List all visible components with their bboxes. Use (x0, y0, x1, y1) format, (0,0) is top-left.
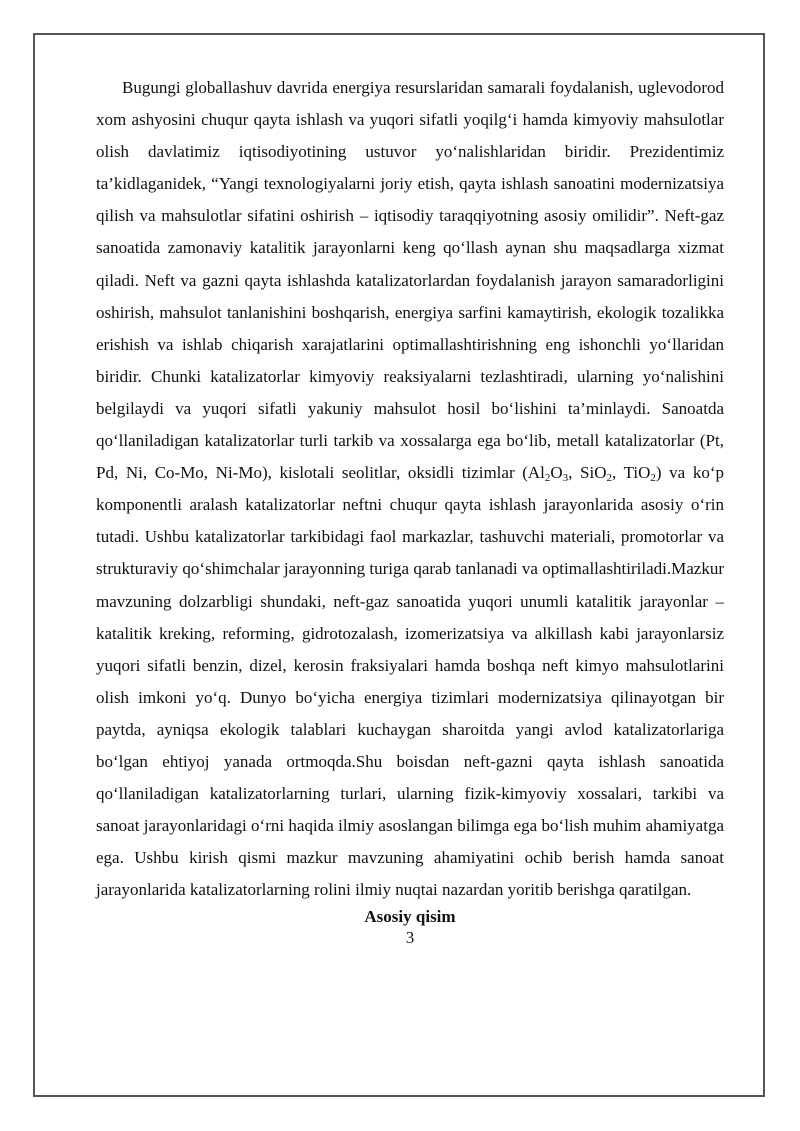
formula-sio2: SiO$_2$ (580, 463, 613, 485)
document-content (96, 72, 724, 948)
formula-al2o3: $Al_2O_3$ (527, 463, 569, 485)
body-paragraph: Bugungi globallashuv davrida energiya resurslaridan samarali foydalanish, uglevodorod xom ashyosini chuqur qayta ishlash va yuqori sifatli yoqilg‘i hamda kimyoviy mahsulotlar olish davlatimiz iqtisodiyotining ustuvor yo‘nalishlaridan biridir. Prezidentimiz ta’kidlaganidek, “Yangi texnologiyalarni joriy etish, qayta ishlash sanoatini modernizatsiya qilish va mahsulotlar sifatini oshirish – iqtisodiy taraqqiyotning asosiy omilidir”. Neft-gaz sanoatida zamonaviy katalitik jarayonlarni keng qo‘llash aynan shu maqsadlarga xizmat qiladi. Neft va gazni qayta ishlashda katalizatorlardan foydalanish jarayon samaradorligini oshirish, mahsulot tanlanishini boshqarish, energiya sarfini kamaytirish, ekologik tozalikka erishish va ishlab chiqarish xarajatlarini optimallashtirishning eng ishonchli yo‘llaridan biridir. Chunki katalizatorlar kimyoviy reaksiyalarni tezlashtiradi, ularning yo‘nalishini belgilaydi va yuqori sifatli yakuniy mahsulot hosil bo‘lishini ta’minlaydi. Sanoatda qo‘llaniladigan katalizatorlar turli tarkib va xossalarga ega bo‘lib, metall katalizatorlar (Pt, Pd, Ni, Co-Mo, Ni-Mo), kislotali seolitlar, oksidli tizimlar ($Al_2O_3$, SiO$_2$, TiO$_2$) va ko‘p komponentli aralash katalizatorlar neftni chuqur qayta ishlash jarayonlarida asosiy o‘rin tutadi. Ushbu katalizatorlar tarkibidagi faol markazlar, tashuvchi materiali, promotorlar va strukturaviy qo‘shimchalar jarayonning turiga qarab tanlanadi va optimallashtiriladi.Mazkur mavzuning dolzarbligi shundaki, neft-gaz sanoatida yuqori unumli katalitik jarayonlar – katalitik kreking, reforming, gidrotozalash, izomerizatsiya va alkillash kabi jarayonlarsiz yuqori sifatli benzin, dizel, kerosin fraksiyalari hamda boshqa neft kimyo mahsulotlarini olish imkoni yo‘q. Dunyo bo‘yicha energiya tizimlari modernizatsiya qilinayotgan bir paytda, ayniqsa ekologik talablari kuchaygan sharoitda yangi avlod katalizatorlariga bo‘lgan ehtiyoj yanada ortmoqda.Shu boisdan neft-gazni qayta ishlash sanoatida qo‘llaniladigan katalizatorlarning turlari, ularning fizik-kimyoviy xossalari, tarkibi va sanoat jarayonlaridagi o‘rni haqida ilmiy asoslangan bilimga ega bo‘lish muhim ahamiyatga ega. Ushbu kirish qismi mazkur mavzuning ahamiyatini ochib berish hamda sanoat jarayonlarida katalizatorlarning rolini ilmiy nuqtai nazardan yoritib berishga qaratilgan. (96, 78, 724, 900)
section-heading: Asosiy qisim (364, 907, 456, 927)
page-number: 3 (405, 928, 415, 948)
paragraph-text-part1: Bugungi globallashuv davrida energiya resurslaridan samarali foydalanish, uglevodorod xom ashyosini chuqur qayta ishlash va yuqori sifatli yoqilg‘i hamda kimyoviy mahsulotlar olish davlatimiz iqtisodiyotining ustuvor yo‘nalishlaridan biridir. Prezidentimiz ta’kidlaganidek, “Yangi texnologiyalarni joriy etish, qayta ishlash sanoatini modernizatsiya qilish va mahsulotlar sifatini oshirish – iqtisodiy taraqqiyotning asosiy omilidir”. Neft-gaz sanoatida zamonaviy katalitik jarayonlarni keng qo‘llash aynan shu maqsadlarga xizmat qiladi. Neft va gazni qayta ishlashda katalizatorlardan foydalanish jarayon samaradorligini oshirish, mahsulot tanlanishini boshqarish, energiya sarfini kamaytirish, ekologik tozalikka erishish va ishlab chiqarish xarajatlarini optimallashtirishning eng ishonchli yo‘llaridan biridir. Chunki katalizatorlar kimyoviy reaksiyalarni tezlashtiradi, ularning yo‘nalishini belgilaydi va yuqori sifatli yakuniy mahsulot hosil bo‘lishini ta’minlaydi. Sanoatda qo‘llaniladigan katalizatorlar turli tarkib va xossalarga ega bo‘lib, metall katalizatorlar (Pt, Pd, Ni, Co-Mo, Ni-Mo), kislotali seolitlar, oksidli tizimlar ( (96, 78, 724, 483)
formula-tio2: TiO$_2$ (623, 463, 656, 485)
paragraph-text-part2: ) va ko‘p komponentli aralash katalizatorlar neftni chuqur qayta ishlash jarayonlarida asosiy o‘rin tutadi. Ushbu katalizatorlar tarkibidagi faol markazlar, tashuvchi materiali, promotorlar va strukturaviy qo‘shimchalar jarayonning turiga qarab tanlanadi va optimallashtiriladi.Mazkur mavzuning dolzarbligi shundaki, neft-gaz sanoatida yuqori unumli katalitik jarayonlar – katalitik kreking, reforming, gidrotozalash, izomerizatsiya va alkillash kabi jarayonlarsiz yuqori sifatli benzin, dizel, kerosin fraksiyalari hamda boshqa neft kimyo mahsulotlarini olish imkoni yo‘q. Dunyo bo‘yicha energiya tizimlari modernizatsiya qilinayotgan bir paytda, ayniqsa ekologik talablari kuchaygan sharoitda yangi avlod katalizatorlariga bo‘lgan ehtiyoj yanada ortmoqda.Shu boisdan neft-gazni qayta ishlash sanoatida qo‘llaniladigan katalizatorlarning turlari, ularning fizik-kimyoviy xossalari, tarkibi va sanoat jarayonlaridagi o‘rni haqida ilmiy asoslangan bilimga ega bo‘lish muhim ahamiyatga ega. Ushbu kirish qismi mazkur mavzuning ahamiyatini ochib berish hamda sanoat jarayonlarida katalizatorlarning rolini ilmiy nuqtai nazardan yoritib berishga qaratilgan. (96, 463, 724, 900)
